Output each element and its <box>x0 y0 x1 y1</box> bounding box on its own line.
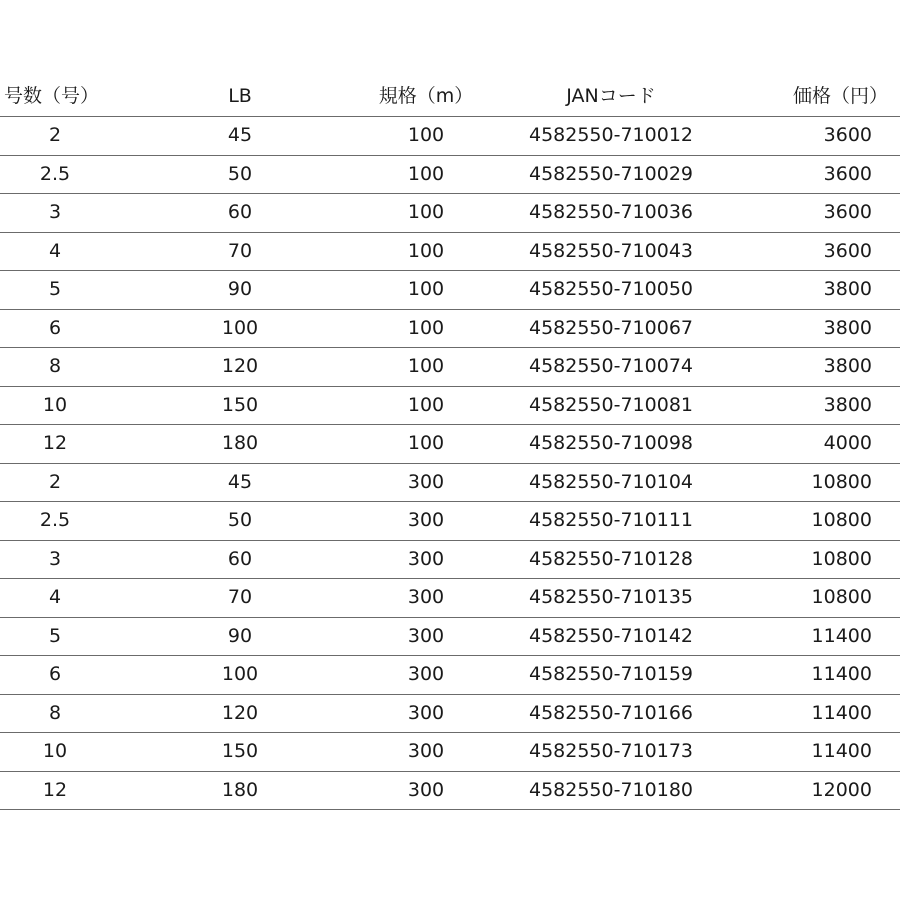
cell-lb: 45 <box>227 470 253 493</box>
table-row <box>0 618 900 657</box>
table-row <box>0 271 900 310</box>
cell-price: 3800 <box>823 278 872 301</box>
cell-price: 10800 <box>811 547 872 570</box>
cell-length: 100 <box>407 355 445 378</box>
cell-jan: 4582550-710159 <box>528 663 693 686</box>
cell-lb: 60 <box>227 201 253 224</box>
table-row <box>0 387 900 426</box>
table-row <box>0 156 900 195</box>
cell-jan: 4582550-710173 <box>528 740 693 763</box>
cell-jan: 4582550-710111 <box>528 509 693 532</box>
cell-size: 5 <box>48 624 62 647</box>
cell-length: 300 <box>407 509 445 532</box>
cell-jan: 4582550-710067 <box>528 316 693 339</box>
cell-price: 12000 <box>811 778 872 801</box>
cell-size: 12 <box>42 778 68 801</box>
cell-price: 11400 <box>811 624 872 647</box>
cell-lb: 60 <box>227 547 253 570</box>
cell-size: 2.5 <box>39 162 71 185</box>
cell-price: 3600 <box>823 201 872 224</box>
table-row <box>0 541 900 580</box>
cell-size: 3 <box>48 547 62 570</box>
table-row <box>0 464 900 503</box>
spec-table <box>0 77 900 810</box>
cell-size: 12 <box>42 432 68 455</box>
cell-size: 6 <box>48 316 62 339</box>
cell-lb: 120 <box>221 355 259 378</box>
cell-jan: 4582550-710012 <box>528 124 693 147</box>
cell-price: 10800 <box>811 509 872 532</box>
cell-price: 3600 <box>823 162 872 185</box>
cell-lb: 70 <box>227 239 253 262</box>
table-row <box>0 656 900 695</box>
cell-jan: 4582550-710104 <box>528 470 693 493</box>
cell-length: 300 <box>407 740 445 763</box>
cell-size: 3 <box>48 201 62 224</box>
cell-size: 4 <box>48 239 62 262</box>
table-header-row <box>0 77 900 117</box>
cell-jan: 4582550-710135 <box>528 586 693 609</box>
cell-jan: 4582550-710142 <box>528 624 693 647</box>
cell-lb: 180 <box>221 778 259 801</box>
cell-price: 11400 <box>811 740 872 763</box>
cell-price: 10800 <box>811 586 872 609</box>
cell-length: 100 <box>407 201 445 224</box>
cell-size: 2 <box>48 124 62 147</box>
cell-length: 100 <box>407 393 445 416</box>
cell-size: 2.5 <box>39 509 71 532</box>
cell-price: 11400 <box>811 663 872 686</box>
table-row <box>0 579 900 618</box>
cell-price: 3600 <box>823 124 872 147</box>
cell-length: 300 <box>407 778 445 801</box>
table-row <box>0 502 900 541</box>
cell-length: 300 <box>407 624 445 647</box>
cell-jan: 4582550-710050 <box>528 278 693 301</box>
table-row <box>0 695 900 734</box>
cell-jan: 4582550-710098 <box>528 432 693 455</box>
header-jan: JANコード <box>566 85 656 107</box>
cell-jan: 4582550-710081 <box>528 393 693 416</box>
cell-length: 100 <box>407 278 445 301</box>
cell-length: 100 <box>407 239 445 262</box>
cell-length: 300 <box>407 586 445 609</box>
table-row <box>0 233 900 272</box>
cell-lb: 150 <box>221 740 259 763</box>
cell-price: 4000 <box>823 432 872 455</box>
cell-lb: 100 <box>221 316 259 339</box>
cell-length: 300 <box>407 470 445 493</box>
cell-size: 2 <box>48 470 62 493</box>
table-row <box>0 733 900 772</box>
cell-price: 3800 <box>823 355 872 378</box>
header-length: 規格（m） <box>378 85 474 107</box>
cell-jan: 4582550-710029 <box>528 162 693 185</box>
cell-jan: 4582550-710166 <box>528 701 693 724</box>
cell-lb: 150 <box>221 393 259 416</box>
cell-size: 8 <box>48 701 62 724</box>
cell-lb: 45 <box>227 124 253 147</box>
cell-size: 8 <box>48 355 62 378</box>
table-row <box>0 348 900 387</box>
cell-length: 300 <box>407 547 445 570</box>
cell-size: 10 <box>42 393 68 416</box>
cell-jan: 4582550-710036 <box>528 201 693 224</box>
cell-jan: 4582550-710180 <box>528 778 693 801</box>
cell-lb: 120 <box>221 701 259 724</box>
cell-size: 5 <box>48 278 62 301</box>
cell-price: 10800 <box>811 470 872 493</box>
cell-lb: 70 <box>227 586 253 609</box>
cell-lb: 180 <box>221 432 259 455</box>
cell-length: 300 <box>407 663 445 686</box>
cell-length: 300 <box>407 701 445 724</box>
cell-length: 100 <box>407 162 445 185</box>
cell-price: 3800 <box>823 393 872 416</box>
cell-jan: 4582550-710128 <box>528 547 693 570</box>
cell-size: 6 <box>48 663 62 686</box>
cell-lb: 90 <box>227 624 253 647</box>
table-row <box>0 310 900 349</box>
header-price: 価格（円） <box>792 85 888 107</box>
cell-jan: 4582550-710043 <box>528 239 693 262</box>
table-row <box>0 425 900 464</box>
cell-price: 3800 <box>823 316 872 339</box>
cell-length: 100 <box>407 124 445 147</box>
cell-lb: 50 <box>227 509 253 532</box>
header-size: 号数（号） <box>4 85 100 107</box>
cell-length: 100 <box>407 316 445 339</box>
cell-price: 3600 <box>823 239 872 262</box>
table-row <box>0 117 900 156</box>
cell-size: 10 <box>42 740 68 763</box>
cell-size: 4 <box>48 586 62 609</box>
cell-lb: 90 <box>227 278 253 301</box>
cell-lb: 100 <box>221 663 259 686</box>
cell-length: 100 <box>407 432 445 455</box>
table-row <box>0 772 900 811</box>
header-lb: LB <box>228 85 252 107</box>
table-body <box>0 117 900 810</box>
cell-price: 11400 <box>811 701 872 724</box>
table-row <box>0 194 900 233</box>
cell-lb: 50 <box>227 162 253 185</box>
cell-jan: 4582550-710074 <box>528 355 693 378</box>
